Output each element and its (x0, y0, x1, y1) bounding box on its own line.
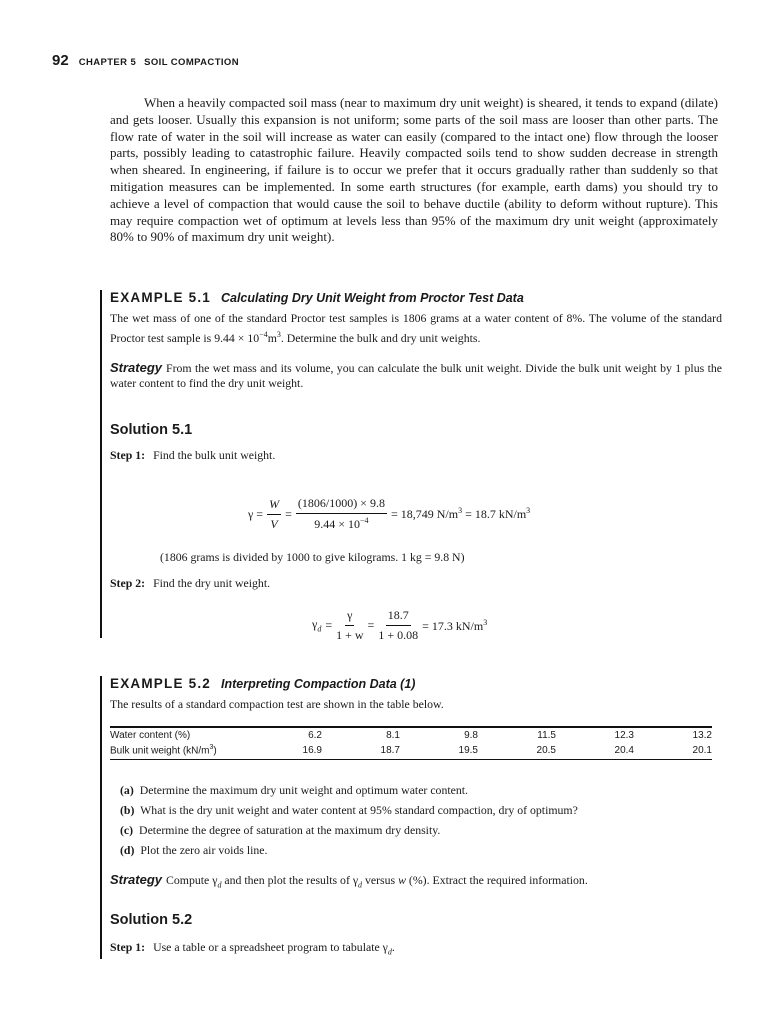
list-item: (b) What is the dry unit weight and water content at 95% standard compaction, dry of optimum? (120, 803, 578, 817)
example-heading (110, 290, 722, 305)
table-cell: 9.8 (464, 730, 478, 741)
row-label-bulk-unit-weight: Bulk unit weight $(kN/m^3)$ (110, 742, 244, 760)
example-problem: The wet mass of one of the standard Proctor test samples is 1806 grams at a water content of 8%. The volume of the standard Proctor test sample is $9.44 \times 10^{-4}m^3$. Determine the bulk and dry unit weights. (110, 311, 722, 345)
compaction-data-table (110, 726, 712, 760)
step-2: Step 2: Find the dry unit weight. (110, 576, 271, 590)
table-cell: 20.1 (634, 742, 712, 760)
list-item: (c) Determine the degree of saturation at the maximum dry density. (120, 823, 441, 837)
intro-paragraph: When a heavily compacted soil mass (near to maximum dry unit weight) is sheared, it tends to expand (dilate) and gets looser. Usually this expansion is not uniform; some parts of the soil mass are looser than other parts. The flow rate of water in the soil will increase as water can easily (compared to the intact one) flow through the looser parts, possibly leading to catastrophic failure. Heavily compacted soils tend to show sudden decrease in strength when sheared. In engineering, if failure is to occur we prefer that it occurs gradually rather than suddenly so that mitigation measures can be implemented. In some earth structures (for example, earth dams) you should try to achieve a level of compaction that would cause the soil to behave ductile (ability to deform without rupture). This may require compaction wet of optimum at levels less than 95% of the maximum dry unit weight (approximately 80% to 90% of maximum dry unit weight). (110, 95, 718, 245)
table-row (110, 742, 712, 760)
table-row (110, 727, 712, 742)
chapter-label: CHAPTER 5 (78, 57, 137, 68)
example-problem: The results of a standard compaction test are shown in the table below. (110, 697, 444, 711)
question-list (120, 780, 578, 860)
table-cell: 19.5 (400, 742, 478, 760)
table-cell: 8.1 (386, 730, 400, 741)
conversion-note: (1806 grams is divided by 1000 to give kilograms. 1 kg = 9.8 N) (160, 550, 465, 564)
example-title: Calculating Dry Unit Weight from Proctor Test Data (220, 291, 524, 305)
page-number: 92 (52, 52, 69, 69)
page-header (52, 52, 239, 69)
strategy-label: Strategy (110, 359, 163, 375)
example-5-2 (100, 676, 722, 959)
table-cell: 12.3 (614, 730, 634, 741)
solution-title: Solution 5.2 (110, 912, 193, 928)
strategy-paragraph: Strategy From the wet mass and its volume, you can calculate the bulk unit weight. Divide the bulk unit weight by 1 plus the water content to find the dry unit weight. (110, 359, 722, 391)
example-5-1 (100, 290, 722, 642)
step-1: Step 1: Use a table or a spreadsheet program to tabulate $\gamma_d$. (110, 940, 395, 957)
equation-dry-unit-weight: $\gamma_d$ = $\frac{\gamma}{1 + w}$ = $\frac{18.7}{1 + 0.08}$ = 17.3 $kN/m^3$ (312, 608, 488, 642)
table-cell: 20.4 (556, 742, 634, 760)
chapter-title: SOIL COMPACTION (144, 57, 239, 68)
example-title: Interpreting Compaction Data (1) (220, 677, 416, 691)
table-cell: 11.5 (537, 730, 556, 741)
solution-title: Solution 5.1 (110, 421, 193, 438)
row-label-water-content: Water content (%) (110, 730, 191, 741)
example-number: EXAMPLE 5.2 (110, 676, 211, 691)
table-cell: 20.5 (478, 742, 556, 760)
equation-bulk-unit-weight: γ = $\frac{W}{V}$ = $\frac{(1806/1000) \times 9.8}{9.44 \times 10^{-4}}$ = 18,749 $N/m^3 = 18.7$ $kN/m^3$ (248, 496, 531, 531)
table-cell: 13.2 (692, 730, 712, 741)
table-cell: 18.7 (322, 742, 400, 760)
example-number: EXAMPLE 5.1 (110, 290, 211, 305)
list-item: (d) Plot the zero air voids line. (120, 843, 268, 857)
strategy-paragraph: Strategy Compute $\gamma_d$ and then plot the results of $\gamma_d$ versus w (%). Extract the required information. (110, 872, 588, 890)
table-cell: 6.2 (308, 730, 322, 741)
example-heading (110, 676, 722, 691)
table-cell: 16.9 (244, 742, 322, 760)
list-item: (a) Determine the maximum dry unit weight and optimum water content. (120, 783, 468, 797)
strategy-label: Strategy (110, 872, 163, 887)
step-1: Step 1: Find the bulk unit weight. (110, 447, 276, 462)
